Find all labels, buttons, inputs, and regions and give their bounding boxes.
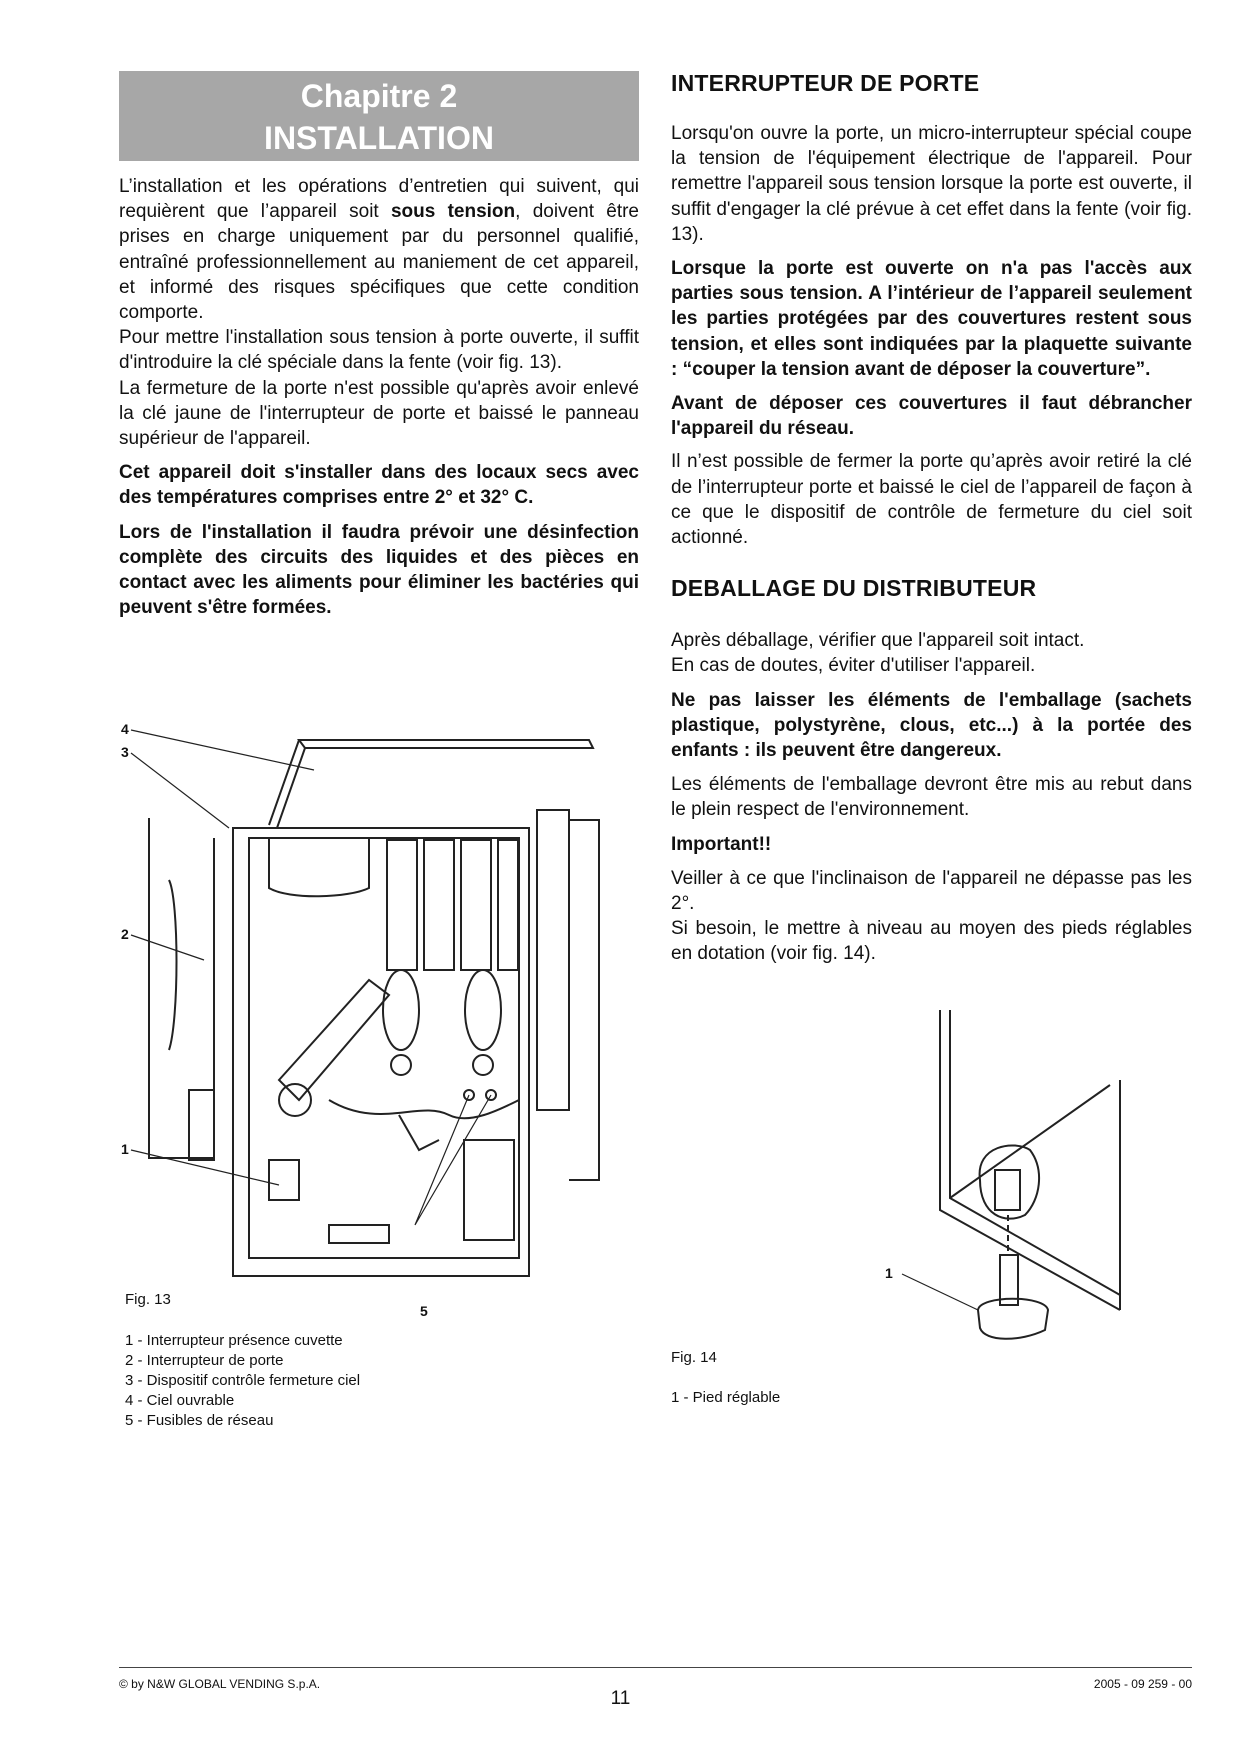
section-heading-unpacking: DEBALLAGE DU DISTRIBUTEUR — [671, 575, 1037, 602]
legend-item: 3 - Dispositif contrôle fermeture ciel — [125, 1372, 361, 1389]
left-column-text — [119, 174, 639, 620]
intro-bold: sous tension — [390, 201, 516, 223]
fig13-drawing — [119, 720, 619, 1320]
fig14-drawing — [880, 1010, 1140, 1350]
chapter-title-box — [119, 71, 639, 161]
packaging-warning: Ne pas laisser les éléments de l'emballage (sachets plastique, polystyrène, clous, etc...) à la portée des enfants : ils peuvent être dangereux. — [671, 689, 1192, 762]
door-close-paragraph: Il n’est possible de fermer la porte qu’après avoir retiré la clé de l’interrupteur porte et baissé le ciel de l’appareil de façon à ce que le dispositif de contrôle de fermeture du ciel soit actionné. — [671, 451, 1192, 549]
door-switch-paragraph: Lorsqu'on ouvre la porte, un micro-interrupteur spécial coupe la tension de l'équipement électrique de l'appareil. Pour remettre l'appareil sous tension lorsque la porte est ouverte, il suffit d'engager la clé prévue à cet effet dans la fente (voir fig. 13). — [671, 123, 1192, 245]
callout-5: 5 — [420, 1303, 428, 1319]
legend-item: 5 - Fusibles de réseau — [125, 1412, 274, 1429]
closing-paragraph: La fermeture de la porte n'est possible qu'après avoir enlevé la clé jaune de l'interrupteur de porte et baissé le panneau supérieur de l'appareil. — [119, 377, 639, 450]
page-number: 11 — [610, 1688, 631, 1709]
fig13-caption: Fig. 13 — [125, 1291, 171, 1308]
unpack-doubt: En cas de doutes, éviter d'utiliser l'appareil. — [671, 655, 1036, 677]
packaging-disposal: Les éléments de l'emballage devront être mis au rebut dans le plein respect de l'environnement. — [671, 774, 1192, 821]
legend-item: 1 - Interrupteur présence cuvette — [125, 1332, 343, 1349]
intro-text-b: , doivent être prises en charge uniquement par du personnel qualifié, entraîné professionnellement au maniement de cet appareil, et informé des risques spécifiques que cette condition comporte. — [119, 201, 639, 324]
intro-text-a: L’installation et les opérations d’entretien qui suivent, qui requièrent que l’appareil soit — [119, 176, 639, 223]
chapter-title: INSTALLATION — [264, 120, 494, 156]
location-paragraph: Cet appareil doit s'installer dans des locaux secs avec des températures comprises entre 2° et 32° C. — [119, 462, 639, 509]
door-open-warning: Lorsque la porte est ouverte on n'a pas l'accès aux parties sous tension. A l’intérieur de l’appareil seulement les parties protégées par des couvertures restent sous tension, et elles sont indiquées par la plaquette suivante : “couper la tension avant de déposer la couverture”. — [671, 258, 1192, 380]
tilt-paragraph: Veiller à ce que l'inclinaison de l'appareil ne dépasse pas les 2°. — [671, 867, 1192, 915]
fig14-legend: 1 - Pied réglable — [671, 1389, 781, 1406]
right-column-text — [671, 70, 1192, 967]
fig13-legend — [125, 1331, 360, 1431]
footer-copyright: © by N&W GLOBAL VENDING S.p.A. — [119, 1677, 321, 1691]
fig14-callout-1: 1 — [885, 1265, 893, 1281]
important-label: Important!! — [671, 833, 772, 855]
unplug-warning: Avant de déposer ces couvertures il faut débrancher l'appareil du réseau. — [671, 393, 1192, 440]
intro-paragraph — [119, 174, 639, 325]
chapter-number: Chapitre 2 — [300, 78, 458, 114]
footer-docref: 2005 - 09 259 - 00 — [1093, 1677, 1192, 1691]
callout-1: 1 — [121, 1141, 129, 1157]
legend-item: 2 - Interrupteur de porte — [125, 1352, 284, 1369]
unpack-check: Après déballage, vérifier que l'appareil soit intact. — [671, 630, 1085, 652]
callout-4: 4 — [121, 721, 129, 737]
callout-2: 2 — [121, 926, 129, 942]
fig14-caption: Fig. 14 — [671, 1349, 717, 1366]
legend-item: 4 - Ciel ouvrable — [125, 1392, 235, 1409]
disinfection-paragraph: Lors de l'installation il faudra prévoir une désinfection complète des circuits des liquides et des pièces en contact avec les aliments pour éliminer les bactéries qui peuvent s'être formées. — [119, 521, 639, 619]
level-paragraph: Si besoin, le mettre à niveau au moyen des pieds réglables en dotation (voir fig. 14). — [671, 918, 1192, 965]
power-paragraph: Pour mettre l'installation sous tension à porte ouverte, il suffit d'introduire la clé spéciale dans la fente (voir fig. 13). — [119, 327, 639, 374]
footer-rule — [119, 1667, 1192, 1668]
section-heading-door-switch: INTERRUPTEUR DE PORTE — [671, 70, 980, 96]
callout-3: 3 — [121, 744, 129, 760]
